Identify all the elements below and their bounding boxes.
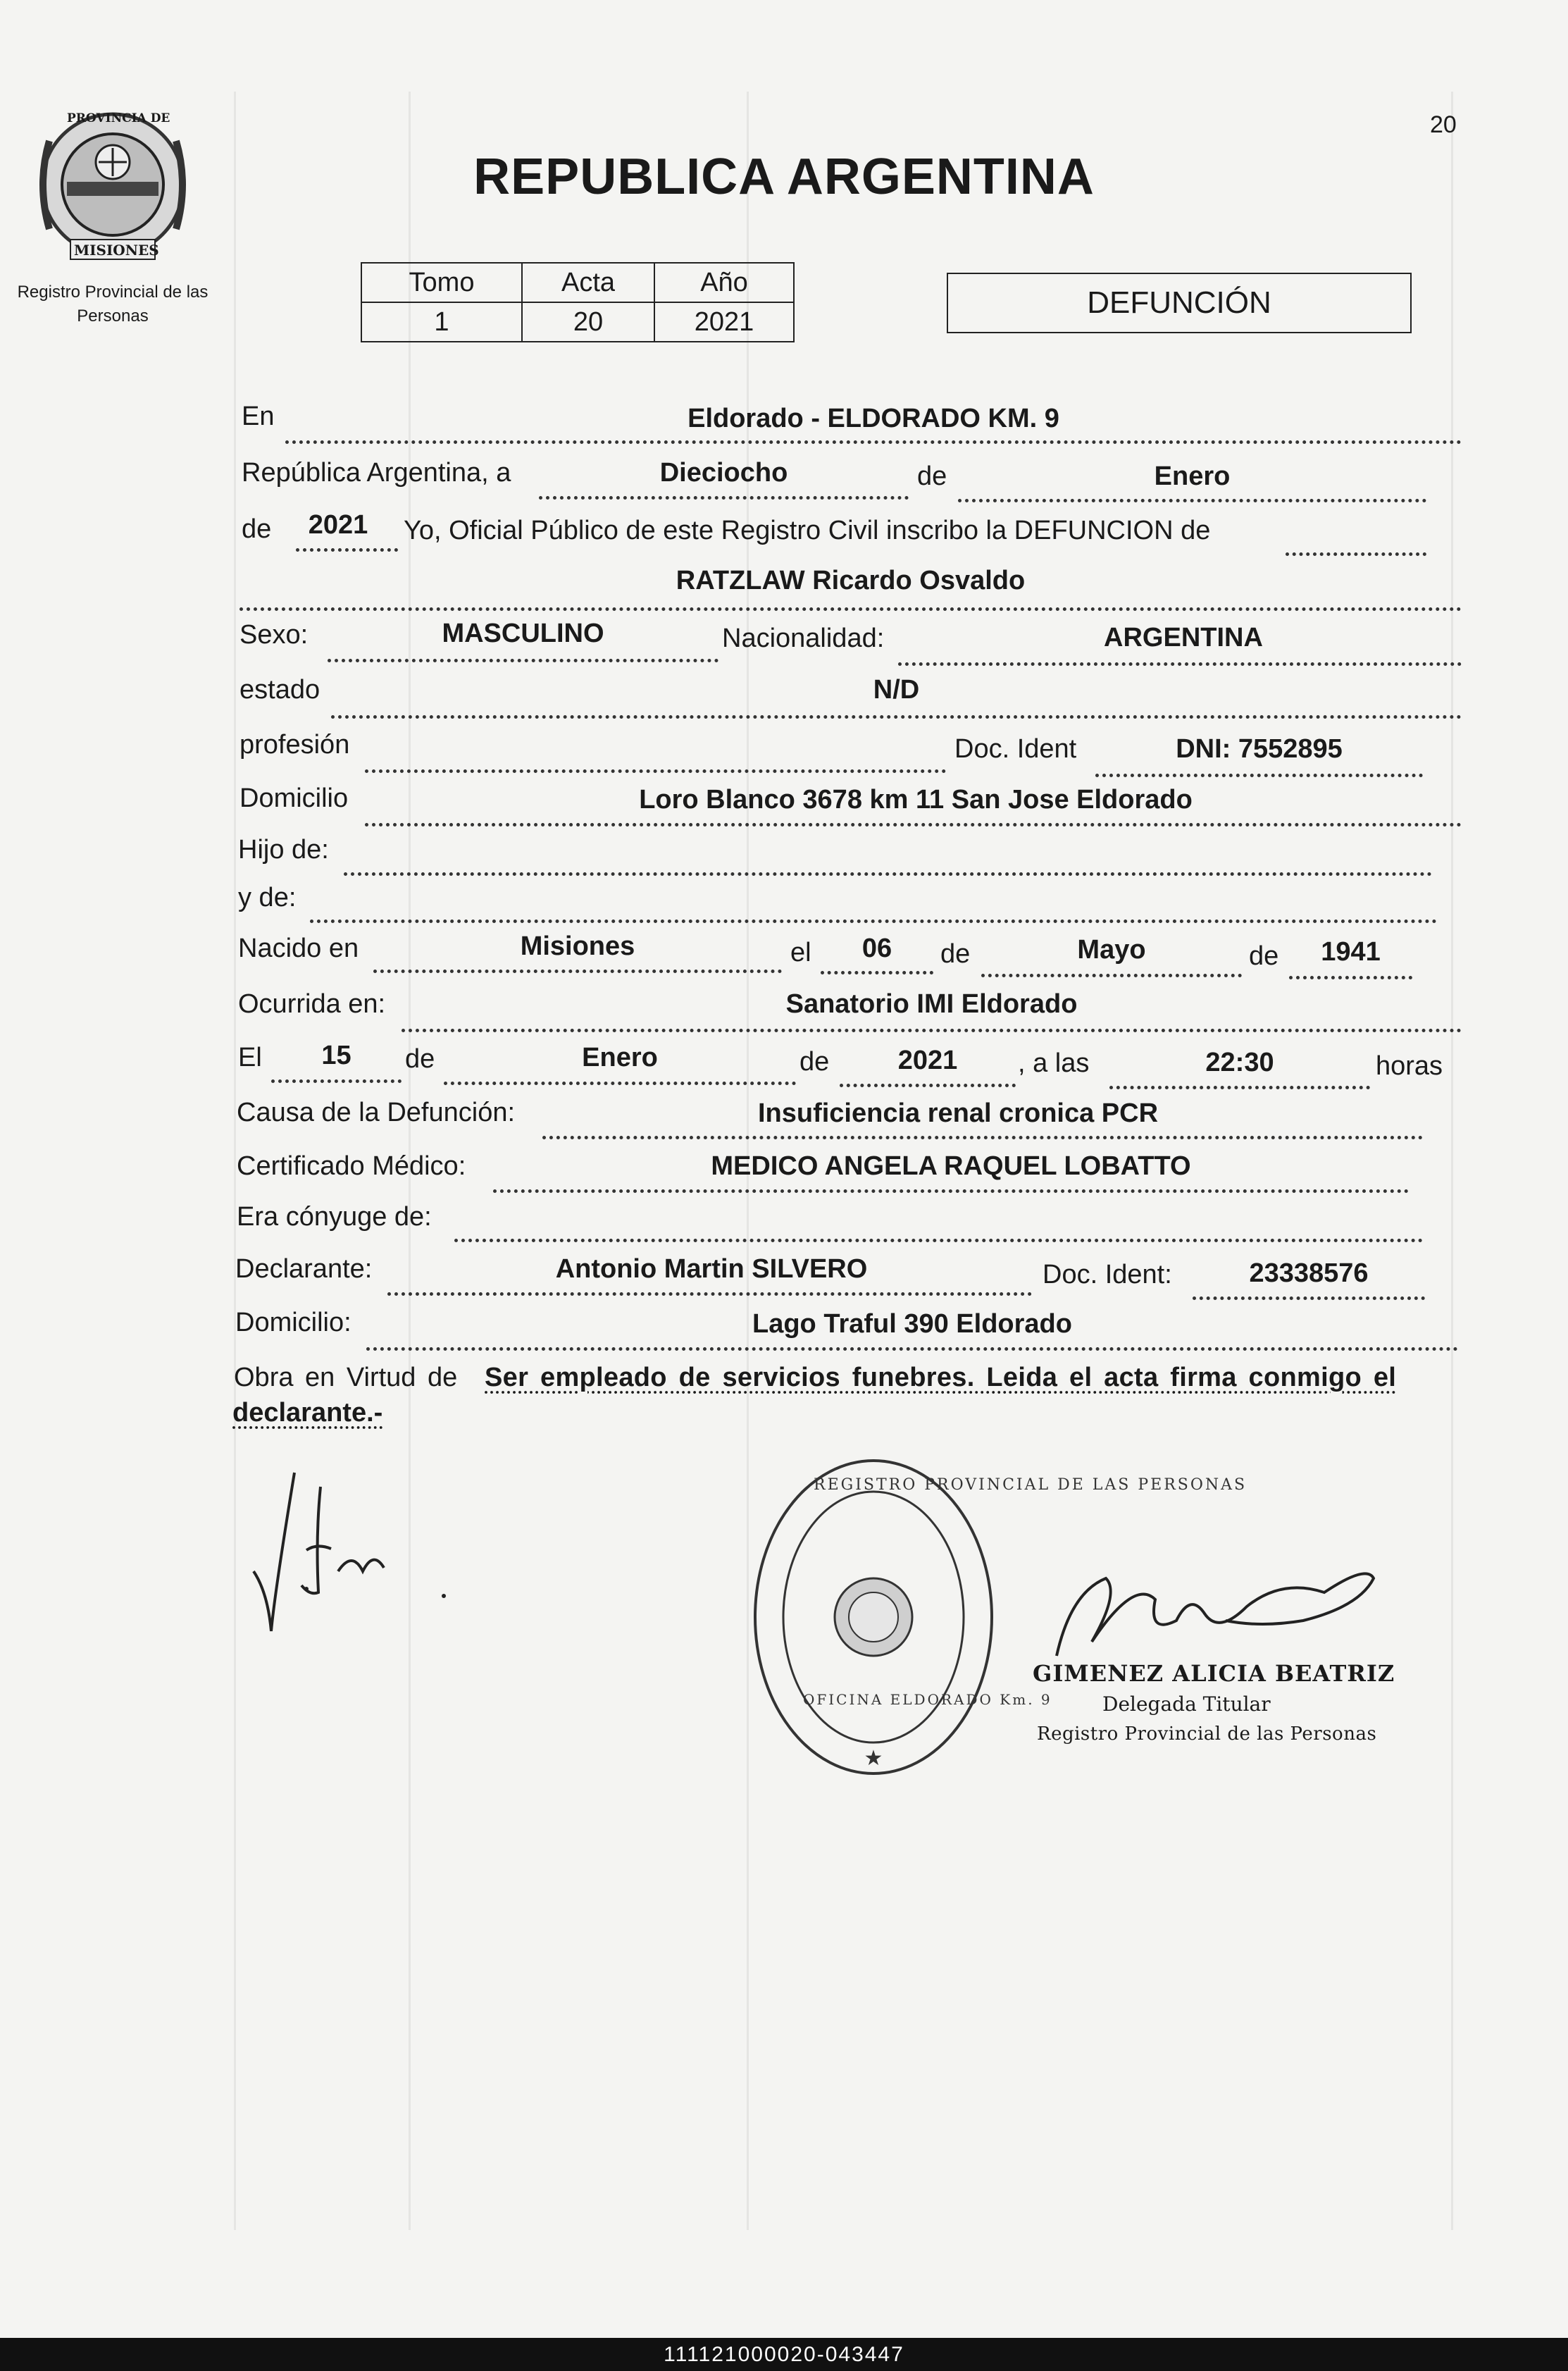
header-acta: Acta — [522, 263, 654, 302]
record-table — [361, 262, 795, 342]
ocurrida-line — [402, 1029, 1462, 1032]
document-title: REPUBLICA ARGENTINA — [473, 149, 1095, 205]
deceased-name-value: RATZLAW Ricardo Osvaldo — [676, 566, 1026, 595]
conyuge-label: Era cónyuge de: — [237, 1202, 432, 1232]
en-label: En — [242, 402, 275, 431]
sexo-line — [328, 659, 718, 662]
de-label: de — [917, 462, 947, 491]
de-year-label: de — [242, 514, 272, 544]
doc-ident-line — [1095, 774, 1423, 777]
place-line — [285, 440, 1462, 444]
de-label-2: de — [940, 939, 971, 969]
declarante-label: Declarante: — [235, 1254, 373, 1284]
horas-label: horas — [1376, 1051, 1443, 1081]
domicilio-value: Loro Blanco 3678 km 11 San Jose Eldorado — [639, 785, 1193, 815]
nacido-anio-value: 1941 — [1321, 937, 1381, 967]
hijo-label: Hijo de: — [238, 835, 329, 865]
doc-ident-value: DNI: 7552895 — [1176, 734, 1343, 764]
value-acta: 20 — [522, 302, 654, 342]
nacionalidad-value: ARGENTINA — [1104, 623, 1263, 652]
month-value: Enero — [1154, 462, 1231, 491]
domicilio-line — [365, 823, 1462, 827]
ocurrida-value: Sanatorio IMI Eldorado — [785, 989, 1078, 1019]
svg-text:★: ★ — [864, 1746, 883, 1771]
doc-ident2-label: Doc. Ident: — [1043, 1260, 1172, 1289]
official-role: Delegada Titular — [1102, 1692, 1271, 1716]
official-office: Registro Provincial de las Personas — [1037, 1723, 1377, 1745]
estado-value: N/D — [873, 675, 920, 705]
nacido-lugar-value: Misiones — [520, 931, 635, 961]
nacido-dia-line — [821, 971, 933, 974]
hijo-line — [344, 872, 1432, 876]
month-line — [958, 499, 1426, 502]
causa-value: Insuficiencia renal cronica PCR — [757, 1098, 1159, 1128]
value-anio: 2021 — [654, 302, 794, 342]
stamp-top-text: REGISTRO PROVINCIAL DE LAS PERSONAS — [814, 1476, 1247, 1494]
official-signature — [1050, 1550, 1388, 1670]
year-value: 2021 — [308, 510, 368, 540]
doc-ident-label: Doc. Ident — [954, 734, 1077, 764]
official-stamp — [747, 1451, 1000, 1783]
a-las-label: , a las — [1018, 1048, 1090, 1078]
scan-line — [234, 92, 236, 2230]
def-hora-line — [1109, 1086, 1370, 1089]
place-value: Eldorado - ELDORADO KM. 9 — [687, 404, 1059, 433]
year-line — [296, 548, 398, 552]
page-number: 20 — [1430, 111, 1457, 138]
causa-line — [542, 1136, 1423, 1139]
def-dia-line — [271, 1079, 402, 1083]
value-tomo: 1 — [361, 302, 522, 342]
sexo-label: Sexo: — [239, 620, 309, 650]
day-words-value: Dieciocho — [659, 458, 788, 488]
seal-top-text: PROVINCIA DE — [67, 111, 170, 125]
certificado-label: Certificado Médico: — [237, 1151, 466, 1181]
declarante-line — [387, 1292, 1032, 1296]
profesion-line — [365, 769, 946, 773]
name-line — [239, 607, 1462, 611]
yo-text: Yo, Oficial Público de este Registro Civil inscribo la DEFUNCION de — [404, 516, 1211, 545]
certificado-line — [493, 1189, 1409, 1193]
nacido-mes-line — [981, 974, 1242, 977]
certificado-value: MEDICO ANGELA RAQUEL LOBATTO — [711, 1151, 1191, 1181]
y-de-line — [310, 920, 1437, 923]
ocurrida-label: Ocurrida en: — [238, 989, 386, 1019]
record-type-box: DEFUNCIÓN — [947, 273, 1412, 333]
de-label-3: de — [1249, 941, 1279, 971]
declarante-value: Antonio Martin SILVERO — [555, 1254, 868, 1284]
header-tomo: Tomo — [361, 263, 522, 302]
day-line — [539, 496, 909, 500]
yo-line — [1286, 552, 1426, 556]
official-name: GIMENEZ ALICIA BEATRIZ — [1033, 1660, 1395, 1687]
el-cap-label: El — [238, 1043, 262, 1072]
domicilio2-line — [366, 1347, 1458, 1351]
def-anio-value: 2021 — [897, 1046, 958, 1075]
nacionalidad-line — [898, 662, 1462, 666]
y-de-label: y de: — [238, 883, 297, 912]
def-dia-value: 15 — [321, 1041, 351, 1070]
el-label: el — [790, 938, 811, 967]
causa-label: Causa de la Defunción: — [237, 1098, 516, 1127]
de-label-4: de — [405, 1044, 435, 1074]
declarante-doc-value: 23338576 — [1249, 1258, 1369, 1288]
nacido-dia-value: 06 — [861, 934, 892, 963]
nacido-mes-value: Mayo — [1077, 935, 1146, 965]
nacionalidad-label: Nacionalidad: — [722, 624, 885, 653]
declarante-domicilio-value: Lago Traful 390 Eldorado — [752, 1309, 1072, 1339]
footer-code: 111121000020-043447 — [0, 2338, 1568, 2371]
estado-line — [331, 715, 1462, 719]
declarante-signature — [239, 1466, 458, 1642]
de-label-5: de — [799, 1047, 830, 1077]
domicilio2-label: Domicilio: — [235, 1308, 351, 1337]
stamp-bottom-text: OFICINA ELDORADO Km. 9 — [803, 1691, 1052, 1708]
conyuge-line — [454, 1239, 1423, 1242]
obra-label: Obra en Virtud de — [234, 1363, 458, 1392]
sexo-value: MASCULINO — [442, 619, 604, 648]
estado-label: estado — [239, 675, 321, 705]
obra-line1: Ser empleado de servicios funebres. Leida el acta firma conmigo el — [485, 1363, 1397, 1392]
nacido-lugar-line — [373, 970, 782, 973]
seal-bottom-text: MISIONES — [74, 242, 159, 259]
obra-line2: declarante.- — [232, 1398, 383, 1428]
def-mes-value: Enero — [582, 1043, 658, 1072]
declarante-doc-line — [1193, 1296, 1425, 1300]
def-mes-line — [444, 1082, 796, 1085]
nacido-label: Nacido en — [238, 934, 359, 963]
profesion-label: profesión — [239, 730, 350, 760]
def-anio-line — [840, 1084, 1016, 1087]
header-anio: Año — [654, 263, 794, 302]
registry-label: Registro Provincial de las Personas — [17, 283, 209, 326]
nacido-anio-line — [1289, 976, 1412, 979]
republica-label: República Argentina, a — [242, 458, 511, 488]
domicilio-label: Domicilio — [239, 784, 349, 813]
def-hora-value: 22:30 — [1205, 1048, 1274, 1077]
